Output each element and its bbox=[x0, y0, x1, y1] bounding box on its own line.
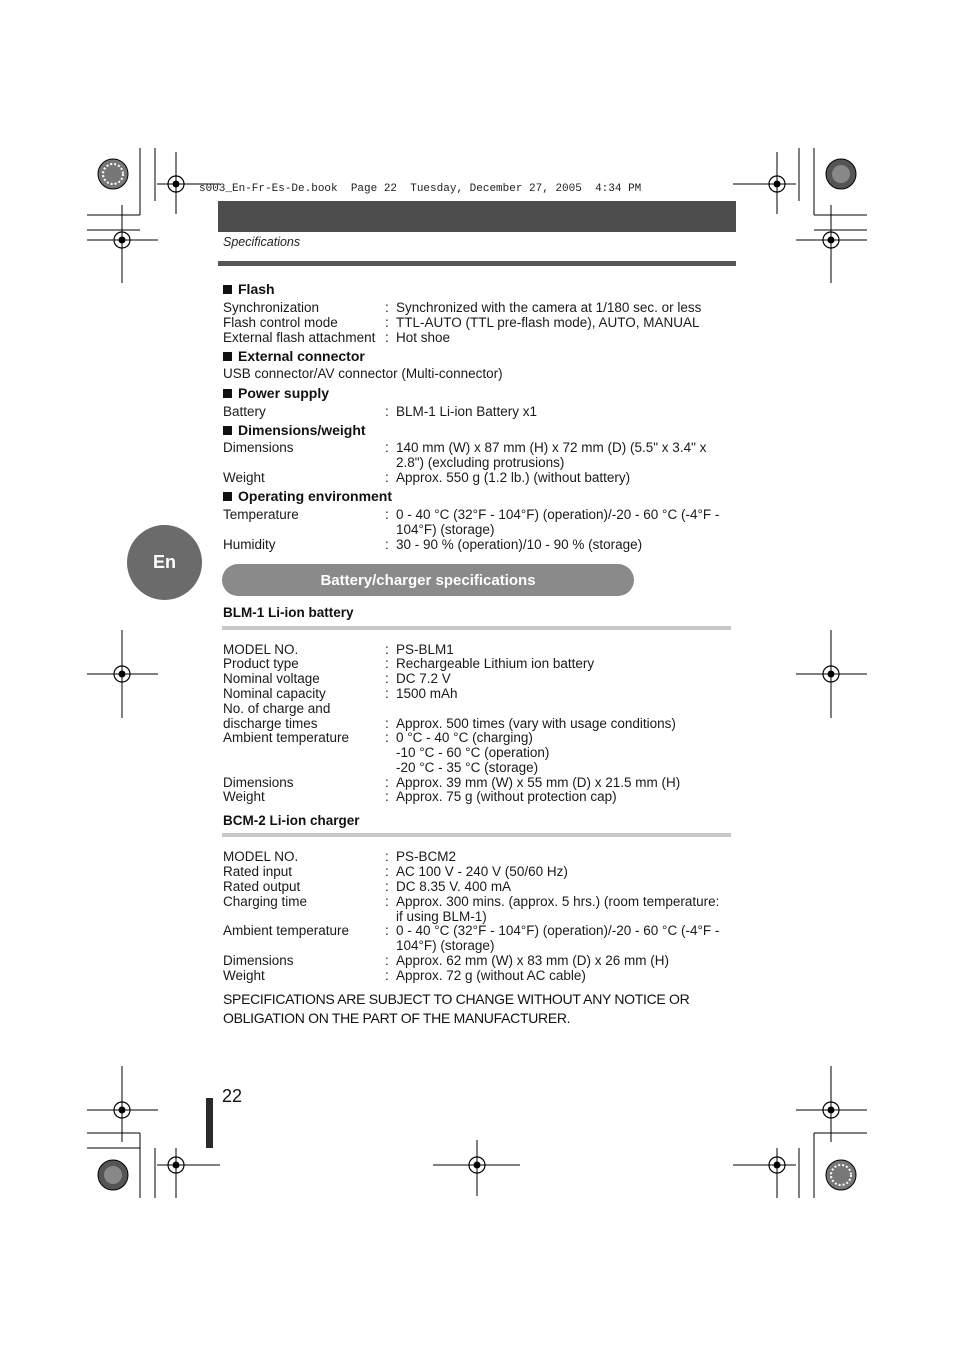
page-number-bar bbox=[206, 1098, 213, 1148]
bullet-square-icon bbox=[223, 352, 232, 361]
battery-heading: BLM-1 Li-ion battery bbox=[223, 605, 354, 620]
bullet-square-icon bbox=[223, 492, 232, 501]
bullet-square-icon bbox=[223, 389, 232, 398]
page-number: 22 bbox=[222, 1086, 243, 1106]
notice-text: SPECIFICATIONS ARE SUBJECT TO CHANGE WITHOUT ANY NOTICE OR OBLIGATION ON THE PART OF THE MANUFACTURER. bbox=[223, 991, 690, 1026]
header-bar bbox=[218, 201, 736, 232]
operating-environment-heading: Operating environment bbox=[223, 488, 392, 504]
flash-heading: Flash bbox=[223, 281, 275, 297]
dimensions-weight-heading: Dimensions/weight bbox=[223, 422, 366, 438]
bullet-square-icon bbox=[223, 285, 232, 294]
external-connector-text: USB connector/AV connector (Multi-connector) bbox=[223, 366, 503, 381]
power-supply-heading: Power supply bbox=[223, 385, 329, 401]
battery-rule bbox=[222, 626, 731, 630]
external-connector-heading: External connector bbox=[223, 348, 365, 364]
charger-rule bbox=[222, 833, 731, 837]
bullet-square-icon bbox=[223, 426, 232, 435]
language-tab: En bbox=[127, 525, 202, 600]
section-title: Specifications bbox=[223, 235, 301, 249]
book-info-line: s003_En-Fr-Es-De.book Page 22 Tuesday, December 27, 2005 4:34 PM bbox=[199, 183, 642, 195]
header-rule bbox=[218, 261, 736, 266]
charger-heading: BCM-2 Li-ion charger bbox=[223, 813, 360, 828]
battery-charger-title: Battery/charger specifications bbox=[222, 564, 634, 596]
